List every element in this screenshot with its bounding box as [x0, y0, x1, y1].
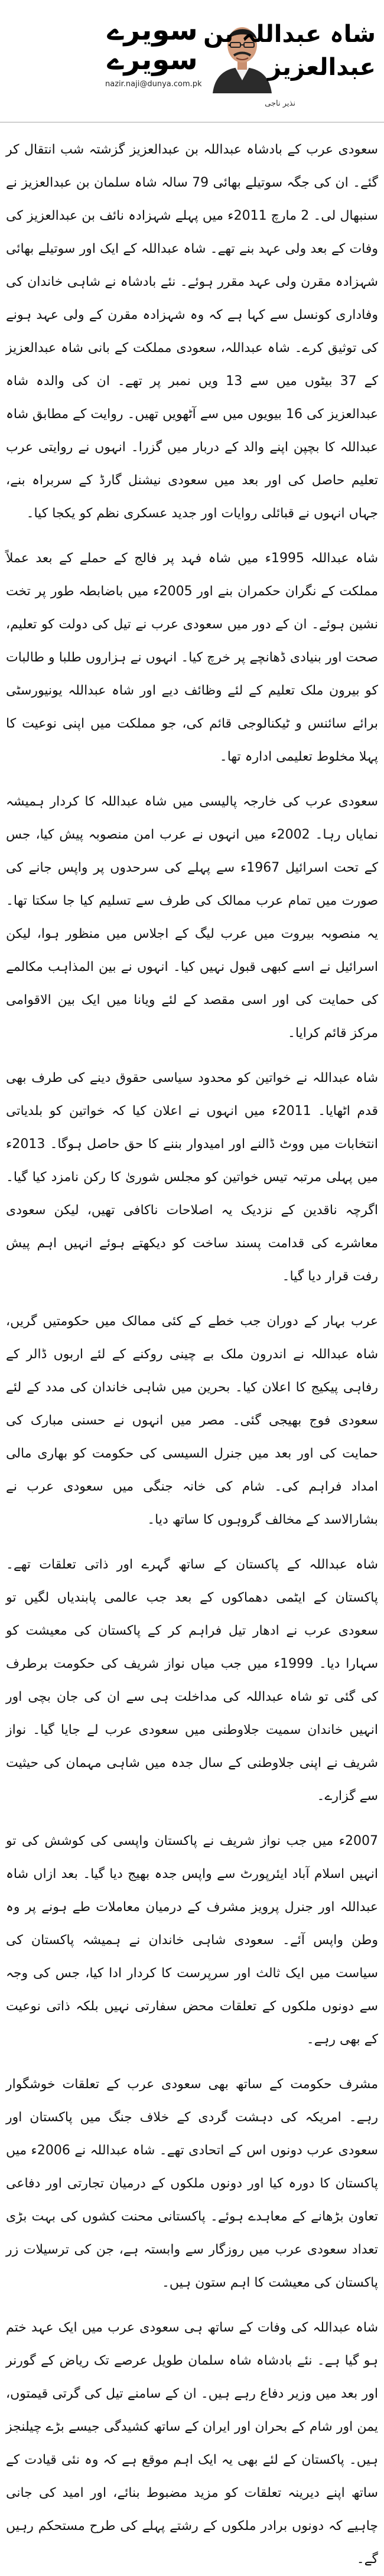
- column-header: [0, 0, 384, 123]
- article-paragraph: شاہ عبداللہ 1995ء میں شاہ فہد پر فالج کے حملے کے بعد عملاً مملکت کے نگران حکمران بنے اور 2005ء میں باضابطہ طور پر تخت نشین ہوئے۔ ان کے دور میں سعودی عرب نے تیل کی دولت کو تعلیم، صحت اور بنیادی ڈھانچے پر خرچ کیا۔ انہوں نے ہزاروں طلبا و طالبات کو بیرون ملک تعلیم کے لئے وظائف دیے اور شاہ عبداللہ یونیورسٹی برائے سائنس و ٹیکنالوجی قائم کی، جو مملکت میں اپنی نوعیت کا پہلا مخلوط تعلیمی ادارہ تھا۔: [6, 551, 378, 764]
- author-byline: نذیر ناجی: [265, 99, 295, 108]
- article-paragraph: سعودی عرب کے بادشاہ عبداللہ بن عبدالعزیز گزشتہ شب انتقال کر گئے۔ ان کی جگہ سوتیلے بھائی 79 سالہ شاہ سلمان بن عبدالعزیز نے سنبھال لی۔ 2 مارچ 2011ء میں پہلے شہزادہ نائف بن عبدالعزیز کی وفات کے بعد ولی عہد بنے تھے۔ شاہ عبداللہ کے ایک اور سوتیلے بھائی شہزادہ مقرن ولی عہد مقرر ہوئے۔ نئے بادشاہ نے شاہی خاندان کی وفاداری کونسل سے کہا ہے کہ وہ شہزادہ مقرن کے ولی عہد ہونے کی توثیق کرے۔ شاہ عبداللہ، سعودی مملکت کے بانی شاہ عبدالعزیز کے 37 بیٹوں میں سے 13 ویں نمبر پر تھے۔ ان کی والدہ شاہ عبدالعزیز کی 16 بیویوں میں سے آٹھویں تھیں۔ روایت کے مطابق شاہ عبداللہ کا بچپن اپنے والد کے دربار میں گزرا۔ انہوں نے روایتی عرب تعلیم حاصل کی اور بعد میں سعودی نیشنل گارڈ کے سربراہ بنے، جہاں انہوں نے قبائلی روایات اور جدید عسکری نظم کو یکجا کیا۔: [6, 142, 379, 521]
- article-paragraph: عرب بہار کے دوران جب خطے کے کئی ممالک میں حکومتیں گریں، شاہ عبداللہ نے اندرون ملک بے چینی روکنے کے لئے اربوں ڈالر کے رفاہی پیکیج کا اعلان کیا۔ بحرین میں شاہی خاندان کی مدد کے لئے سعودی فوج بھیجی گئی۔ مصر میں انہوں نے حسنی مبارک کی حمایت کی اور بعد میں جنرل السیسی کی حکومت کو بھاری مالی امداد فراہم کی۔ شام کی خانہ جنگی میں سعودی عرب نے بشارالاسد کے مخالف گروہوں کا ساتھ دیا۔: [6, 1314, 378, 1527]
- article-paragraph: شاہ عبداللہ کی وفات کے ساتھ ہی سعودی عرب میں ایک عہد ختم ہو گیا ہے۔ نئے بادشاہ شاہ سلمان طویل عرصے تک ریاض کے گورنر اور بعد میں وزیر دفاع رہے ہیں۔ ان کے سامنے تیل کی گرتی قیمتوں، یمن اور شام کے بحران اور ایران کے ساتھ کشیدگی جیسے بڑے چیلنجز ہیں۔ پاکستان کے لئے بھی یہ ایک اہم موقع ہے کہ وہ نئی قیادت کے ساتھ اپنے دیرینہ تعلقات کو مزید مضبوط بنائے، اور امید کی جانی چاہیے کہ دونوں برادر ملکوں کے رشتے پہلے کی طرح مستحکم رہیں گے۔: [6, 2320, 378, 2567]
- column-title: شاہ عبداللہ بن عبدالعزیز: [203, 21, 376, 81]
- article-paragraph: 2007ء میں جب نواز شریف نے پاکستان واپسی کی کوشش کی تو انہیں اسلام آباد ایئرپورٹ سے واپس جدہ بھیج دیا گیا۔ بعد ازاں شاہ عبداللہ اور جنرل پرویز مشرف کے درمیان معاملات طے ہونے پر وہ وطن واپس آئے۔ سعودی شاہی خاندان نے ہمیشہ پاکستان کی سیاست میں ایک ثالث اور سرپرست کا کردار ادا کیا، جس کی وجہ سے دونوں ملکوں کے تعلقات محض سفارتی نہیں بلکہ ذاتی نوعیت کے بھی رہے۔: [6, 1834, 378, 2047]
- article-paragraph: شاہ عبداللہ نے خواتین کو محدود سیاسی حقوق دینے کی طرف بھی قدم اٹھایا۔ 2011ء میں انہوں نے اعلان کیا کہ خواتین کو بلدیاتی انتخابات میں ووٹ ڈالنے اور امیدوار بننے کا حق حاصل ہوگا۔ 2013ء میں پہلی مرتبہ تیس خواتین کو مجلس شوریٰ کا رکن نامزد کیا گیا۔ اگرچہ ناقدین کے نزدیک یہ اصلاحات ناکافی تھیں، لیکن سعودی معاشرے کی قدامت پسند ساخت کو دیکھتے ہوئے انہیں اہم پیش رفت قرار دیا گیا۔: [6, 1071, 379, 1284]
- article-paragraph: سعودی عرب کی خارجہ پالیسی میں شاہ عبداللہ کا کردار ہمیشہ نمایاں رہا۔ 2002ء میں انہوں نے عرب امن منصوبہ پیش کیا، جس کے تحت اسرائیل 1967ء سے پہلے کی سرحدوں پر واپس جانے کی صورت میں تمام عرب ممالک کی طرف سے تسلیم کیا جا سکتا تھا۔ یہ منصوبہ بیروت میں عرب لیگ کے اجلاس میں منظور ہوا، لیکن اسرائیل نے اسے کبھی قبول نہیں کیا۔ انہوں نے بین المذاہب مکالمے کی حمایت کی اور اسی مقصد کے لئے ویانا میں ایک بین الاقوامی مرکز قائم کرایا۔: [6, 794, 378, 1041]
- article-paragraph: شاہ عبداللہ کے پاکستان کے ساتھ گہرے اور ذاتی تعلقات تھے۔ پاکستان کے ایٹمی دھماکوں کے بعد جب عالمی پابندیاں لگیں تو سعودی عرب نے ادھار تیل فراہم کر کے پاکستان کی معیشت کو سہارا دیا۔ 1999ء میں جب میاں نواز شریف کی حکومت برطرف کی گئی تو شاہ عبداللہ کی مداخلت ہی سے ان کی جان بچی اور انہیں خاندان سمیت جلاوطنی میں سعودی عرب لے جایا گیا۔ نواز شریف نے اپنی جلاوطنی کے سال جدہ میں شاہی مہمان کی حیثیت سے گزارے۔: [6, 1557, 379, 1804]
- article-paragraph: مشرف حکومت کے ساتھ بھی سعودی عرب کے تعلقات خوشگوار رہے۔ امریکہ کی دہشت گردی کے خلاف جنگ میں پاکستان اور سعودی عرب دونوں اس کے اتحادی تھے۔ شاہ عبداللہ نے 2006ء میں پاکستان کا دورہ کیا اور دونوں ملکوں کے درمیان تجارتی اور دفاعی تعاون بڑھانے کے معاہدے ہوئے۔ پاکستانی محنت کشوں کی بہت بڑی تعداد سعودی عرب میں روزگار سے وابستہ ہے، جن کی ترسیلات زر پاکستان کی معیشت کا اہم ستون ہیں۔: [6, 2077, 378, 2290]
- column-brand-name: سویرے سویرے: [107, 14, 198, 77]
- article-body: [0, 123, 384, 2576]
- author-email[interactable]: nazir.naji@dunya.com.pk: [105, 79, 202, 89]
